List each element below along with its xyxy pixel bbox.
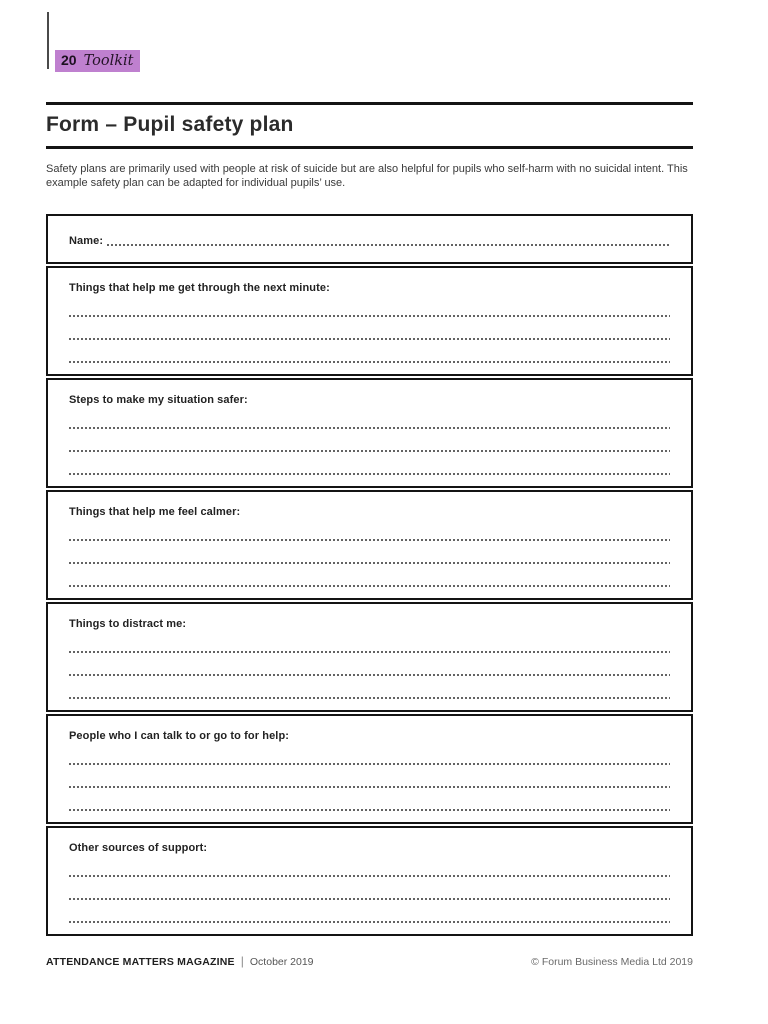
- form-section: [46, 602, 693, 712]
- safety-plan-form: [46, 214, 693, 936]
- fill-in-line: [69, 898, 670, 900]
- fill-in-line: [69, 315, 670, 317]
- fill-in-line: [69, 786, 670, 788]
- page-tag: [55, 50, 140, 72]
- name-label: Name:: [69, 235, 104, 247]
- section-label: Toolkit: [83, 53, 134, 69]
- fill-in-line: [69, 450, 670, 452]
- form-section-label: People who I can talk to or go to for help:: [69, 730, 290, 742]
- title-block: [46, 102, 693, 149]
- form-section: [46, 826, 693, 936]
- name-field-row: [46, 214, 693, 264]
- fill-in-line: [69, 562, 670, 564]
- page-footer: [46, 954, 693, 968]
- form-section-label: Things that help me feel calmer:: [69, 506, 241, 518]
- form-section-label: Other sources of support:: [69, 842, 208, 854]
- footer-separator: |: [240, 954, 244, 968]
- fill-in-line: [69, 651, 670, 653]
- fill-in-line: [69, 875, 670, 877]
- title-rule-bottom: [46, 146, 693, 149]
- page-corner-bar: [47, 12, 49, 69]
- page-number: 20: [61, 52, 77, 68]
- issue-date: October 2019: [249, 956, 314, 968]
- fill-in-line: [69, 697, 670, 699]
- fill-in-line: [69, 585, 670, 587]
- form-section-label: Things to distract me:: [69, 618, 187, 630]
- magazine-name: ATTENDANCE MATTERS MAGAZINE: [46, 956, 235, 968]
- fill-in-line: [69, 809, 670, 811]
- form-section: [46, 490, 693, 600]
- fill-in-line: [69, 473, 670, 475]
- fill-in-line: [69, 539, 670, 541]
- fill-in-line: [69, 427, 670, 429]
- form-section: [46, 266, 693, 376]
- fill-in-line: [69, 763, 670, 765]
- fill-in-line: [69, 921, 670, 923]
- footer-left: [46, 954, 314, 968]
- fill-in-line: [69, 361, 670, 363]
- form-section-label: Steps to make my situation safer:: [69, 394, 248, 406]
- page-title: Form – Pupil safety plan: [46, 113, 294, 136]
- name-fill-line: [107, 244, 670, 246]
- form-section: [46, 714, 693, 824]
- fill-in-line: [69, 674, 670, 676]
- copyright-notice: © Forum Business Media Ltd 2019: [531, 956, 693, 968]
- fill-in-line: [69, 338, 670, 340]
- intro-paragraph: Safety plans are primarily used with people at risk of suicide but are also helpful for pupils who self-harm with no suicidal intent. This example safety plan can be adapted for individual pupils’ use.: [46, 163, 688, 189]
- form-section-label: Things that help me get through the next minute:: [69, 282, 330, 294]
- form-section: [46, 378, 693, 488]
